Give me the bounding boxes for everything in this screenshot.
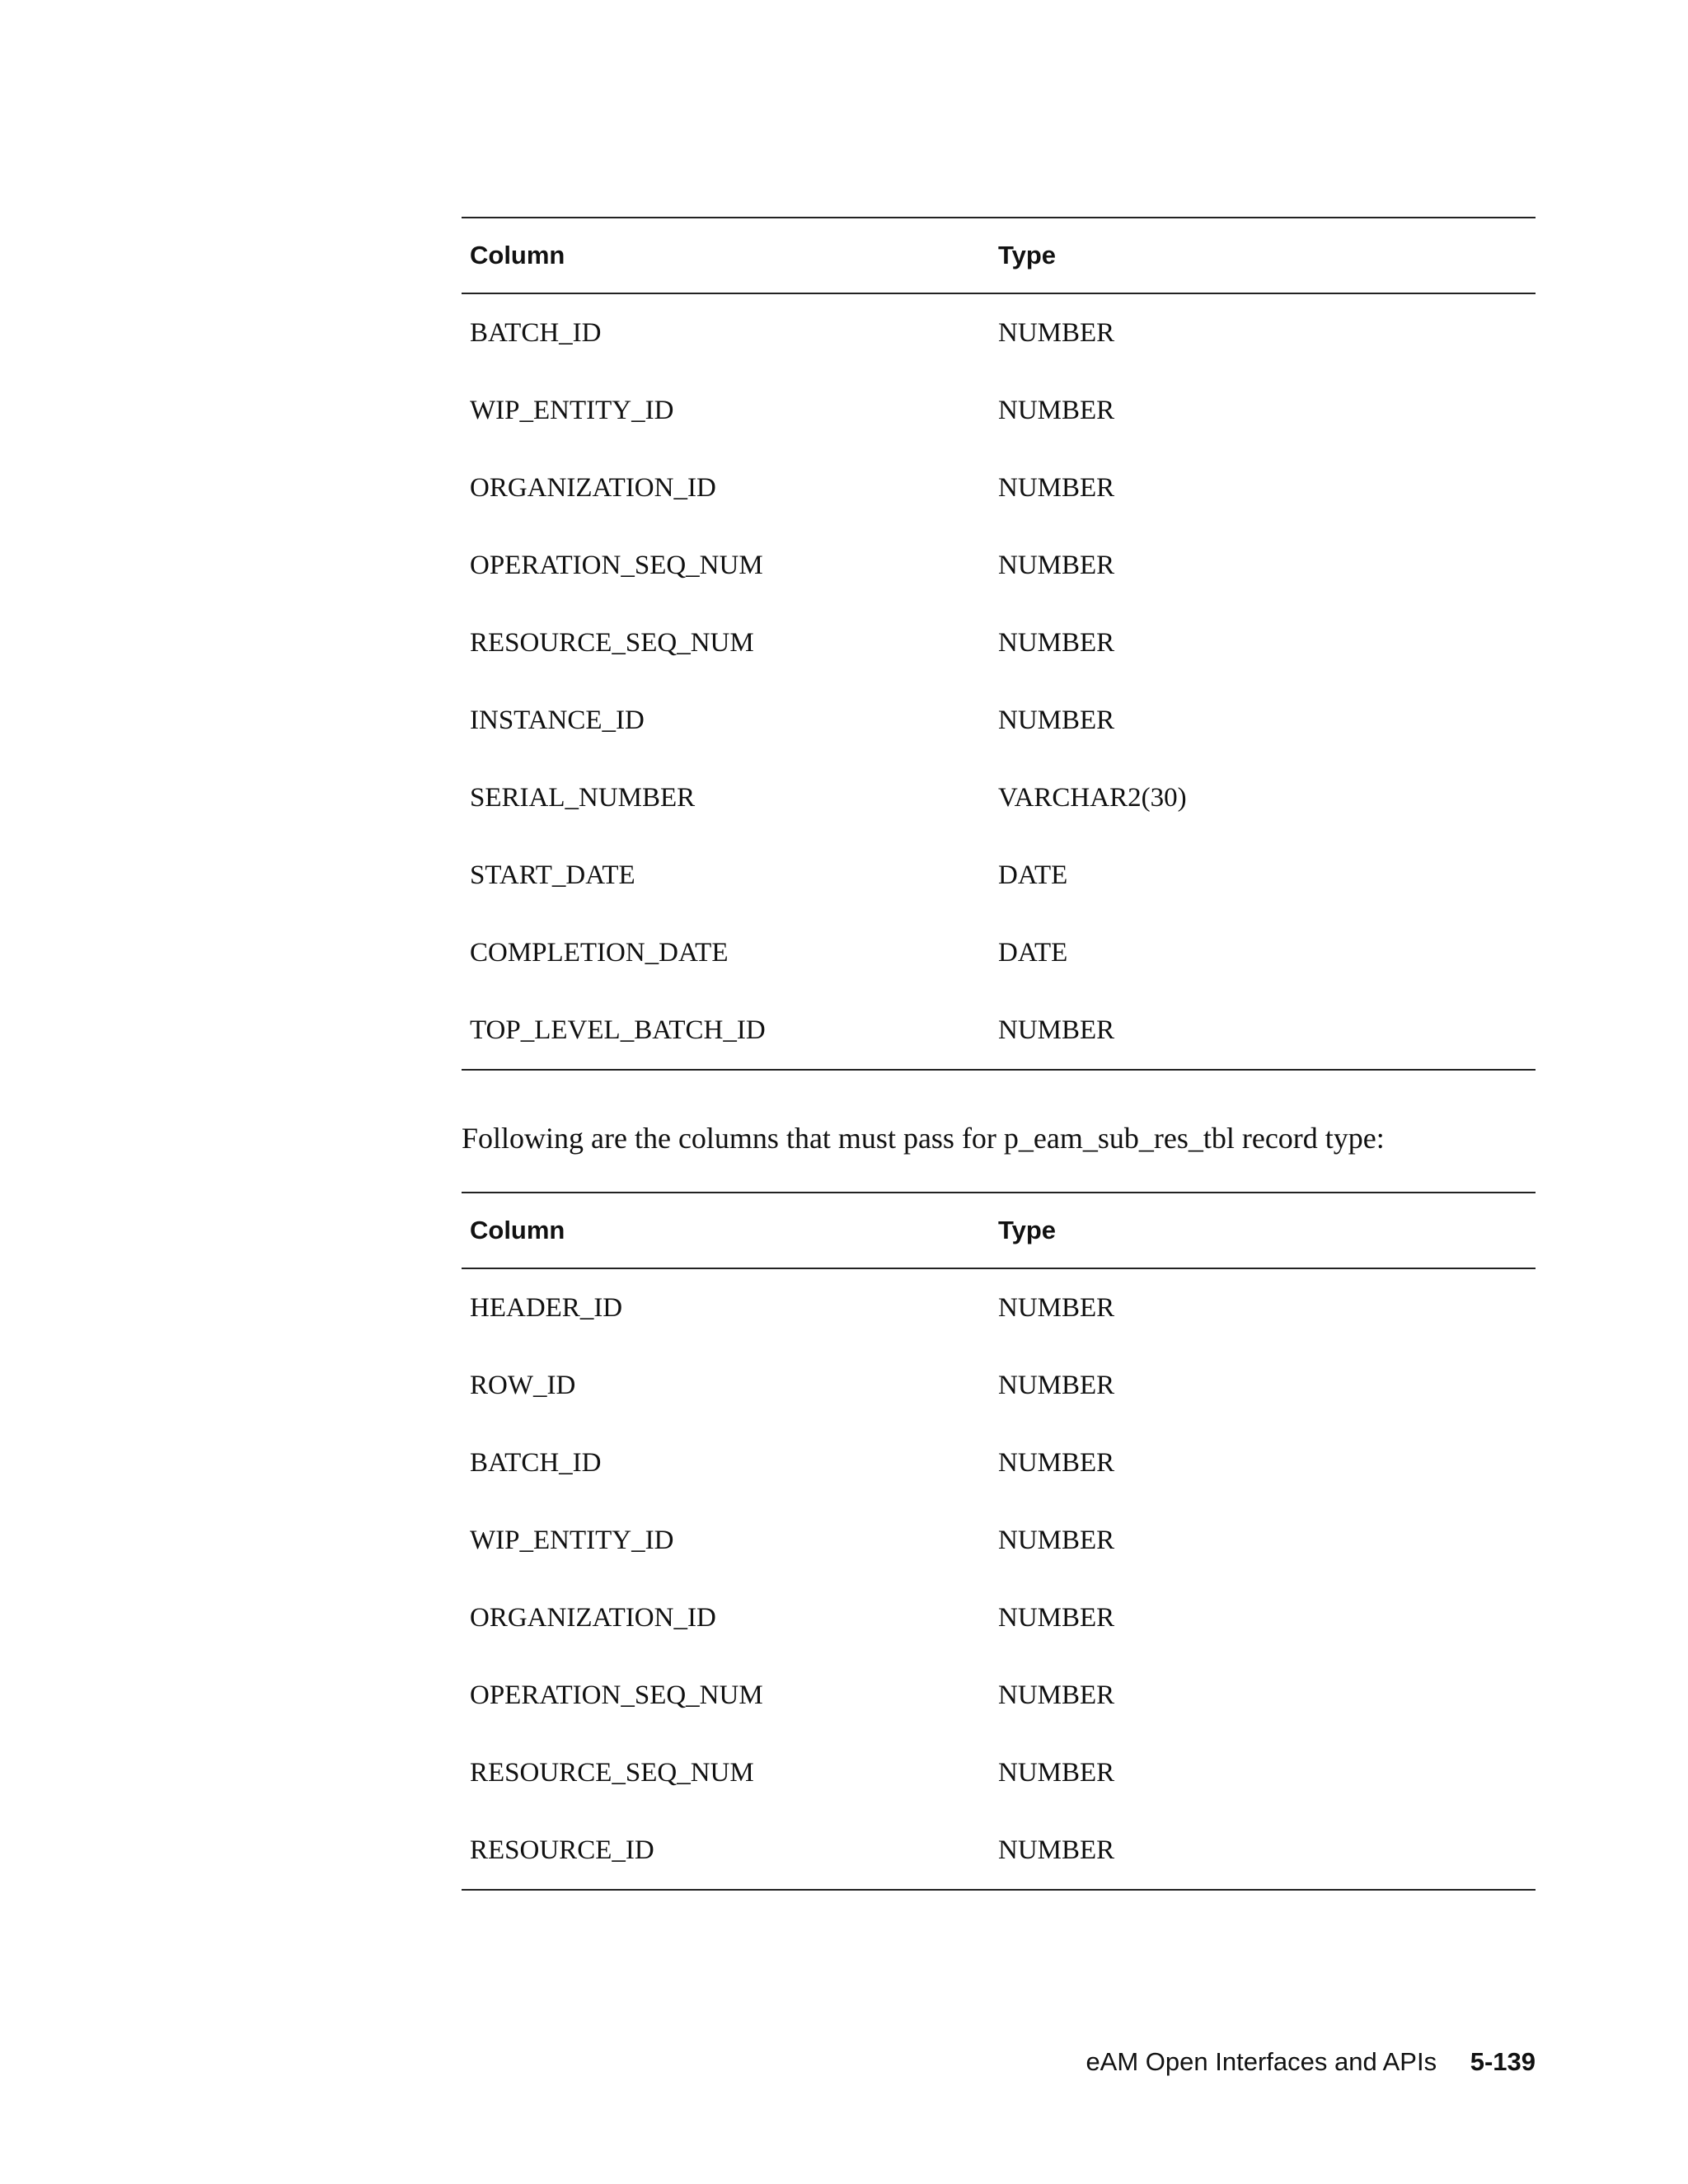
column-name-cell: ROW_ID: [470, 1370, 576, 1400]
table-row: [462, 1734, 1536, 1811]
column-type-table-1: [462, 217, 1536, 1071]
table-row: [462, 1657, 1536, 1734]
table-row: [462, 1424, 1536, 1502]
column-name-cell: INSTANCE_ID: [470, 705, 645, 735]
table-row: [462, 914, 1536, 991]
column-name-cell: RESOURCE_SEQ_NUM: [470, 1757, 754, 1788]
column-type-table-2: [462, 1192, 1536, 1891]
intro-paragraph: Following are the columns that must pass for p_eam_sub_res_tbl record type:: [462, 1122, 1385, 1155]
column-name-cell: SERIAL_NUMBER: [470, 782, 696, 813]
column-name-cell: WIP_ENTITY_ID: [470, 395, 674, 425]
column-type-cell: NUMBER: [998, 550, 1115, 580]
table-row: [462, 449, 1536, 527]
page-number: 5-139: [1470, 2047, 1536, 2076]
table-row: [462, 1269, 1536, 1347]
column-type-cell: NUMBER: [998, 472, 1115, 503]
table-header-row: [462, 1193, 1536, 1269]
column-type-cell: NUMBER: [998, 1602, 1115, 1633]
column-name-cell: ORGANIZATION_ID: [470, 1602, 716, 1633]
column-type-cell: NUMBER: [998, 1447, 1115, 1478]
column-name-cell: TOP_LEVEL_BATCH_ID: [470, 1015, 766, 1045]
column-type-cell: NUMBER: [998, 1680, 1115, 1710]
table-body: [462, 294, 1536, 1069]
column-name-cell: COMPLETION_DATE: [470, 937, 729, 968]
header-column: Column: [470, 241, 565, 269]
header-type: Type: [998, 1216, 1057, 1244]
header-type: Type: [998, 241, 1057, 269]
column-name-cell: OPERATION_SEQ_NUM: [470, 550, 763, 580]
column-type-cell: NUMBER: [998, 1835, 1115, 1865]
column-type-cell: DATE: [998, 937, 1068, 968]
table-row: [462, 1347, 1536, 1424]
table-row: [462, 1811, 1536, 1889]
column-type-cell: NUMBER: [998, 1525, 1115, 1555]
column-type-cell: NUMBER: [998, 395, 1115, 425]
column-type-cell: VARCHAR2(30): [998, 782, 1187, 813]
column-type-cell: NUMBER: [998, 1292, 1115, 1323]
column-name-cell: WIP_ENTITY_ID: [470, 1525, 674, 1555]
column-type-cell: NUMBER: [998, 1370, 1115, 1400]
column-name-cell: ORGANIZATION_ID: [470, 472, 716, 503]
header-column: Column: [470, 1216, 565, 1244]
column-name-cell: HEADER_ID: [470, 1292, 623, 1323]
column-name-cell: START_DATE: [470, 860, 635, 890]
column-type-cell: DATE: [998, 860, 1068, 890]
table-row: [462, 294, 1536, 372]
column-type-cell: NUMBER: [998, 317, 1115, 348]
table-row: [462, 604, 1536, 682]
table-row: [462, 1502, 1536, 1579]
table-body: [462, 1269, 1536, 1889]
table-row: [462, 527, 1536, 604]
table-row: [462, 837, 1536, 914]
table-header-row: [462, 218, 1536, 294]
column-name-cell: BATCH_ID: [470, 1447, 602, 1478]
page-footer: [1085, 2047, 1536, 2077]
column-type-cell: NUMBER: [998, 627, 1115, 658]
column-name-cell: RESOURCE_SEQ_NUM: [470, 627, 754, 658]
column-type-cell: NUMBER: [998, 1015, 1115, 1045]
table-row: [462, 682, 1536, 759]
column-name-cell: BATCH_ID: [470, 317, 602, 348]
table-row: [462, 1579, 1536, 1657]
book-title: eAM Open Interfaces and APIs: [1085, 2047, 1437, 2076]
table-row: [462, 372, 1536, 449]
column-name-cell: RESOURCE_ID: [470, 1835, 654, 1865]
column-type-cell: NUMBER: [998, 705, 1115, 735]
column-name-cell: OPERATION_SEQ_NUM: [470, 1680, 763, 1710]
column-type-cell: NUMBER: [998, 1757, 1115, 1788]
table-row: [462, 759, 1536, 837]
table-row: [462, 991, 1536, 1069]
